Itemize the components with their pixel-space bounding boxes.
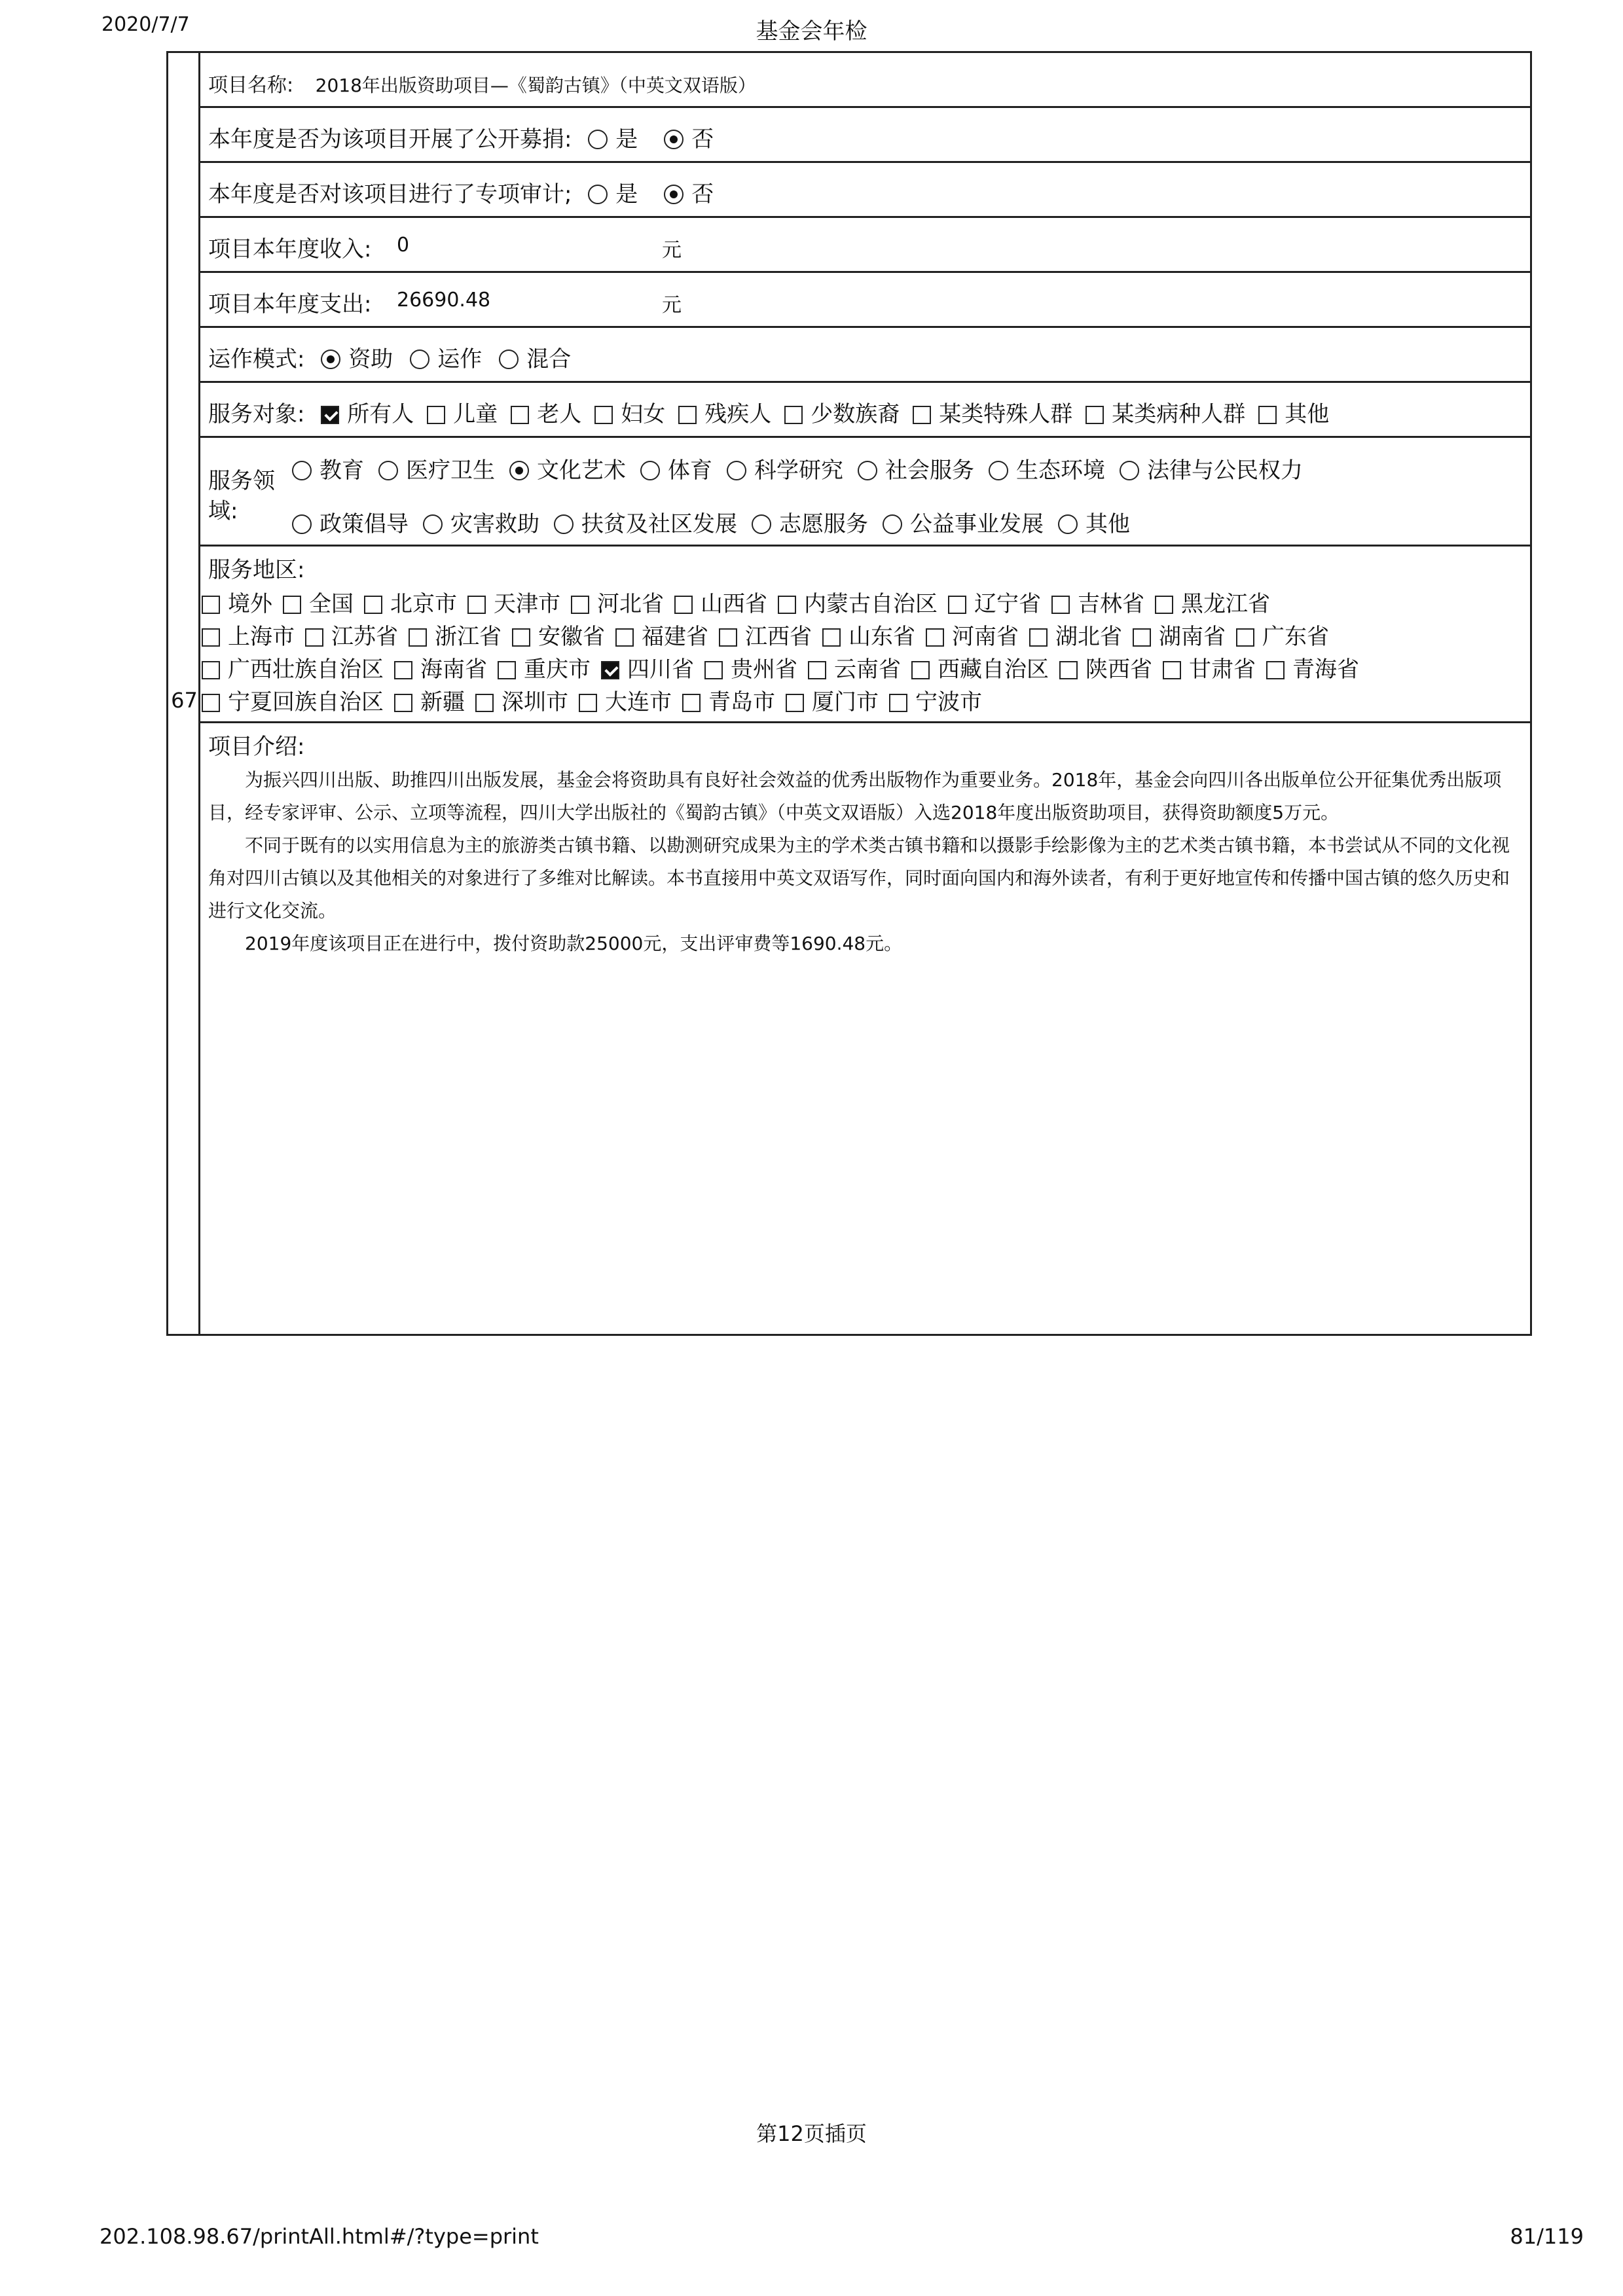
option-label: 黑龙江省 — [1181, 591, 1270, 617]
checkbox-option[interactable] — [778, 586, 938, 618]
option-label: 某类病种人群 — [1112, 401, 1246, 427]
service-regions-row — [200, 547, 1530, 723]
radio-selected-icon[interactable] — [321, 350, 340, 369]
option-label: 资助 — [348, 346, 393, 372]
option-label: 全国 — [309, 591, 354, 617]
checkbox-option[interactable] — [321, 396, 414, 428]
option-label: 浙江省 — [435, 624, 501, 650]
footer-page-number: 81/119 — [1510, 2224, 1584, 2249]
checkbox-option[interactable] — [511, 396, 581, 428]
checkbox-option[interactable] — [202, 651, 384, 683]
income-label: 项目本年度收入: — [208, 236, 372, 262]
checkbox-empty-icon[interactable] — [409, 628, 427, 647]
option-label: 陕西省 — [1085, 656, 1152, 683]
option-label: 法律与公民权力 — [1147, 457, 1303, 484]
checkbox-option[interactable] — [913, 396, 1072, 428]
checkbox-option[interactable] — [579, 684, 672, 716]
radio-empty-icon[interactable] — [752, 514, 771, 534]
page-label: 第12页插页 — [756, 2121, 867, 2146]
option-label: 社会服务 — [885, 457, 974, 484]
checkbox-option[interactable] — [948, 586, 1041, 618]
radio-option[interactable] — [989, 452, 1105, 484]
checkbox-empty-icon[interactable] — [1266, 661, 1285, 679]
radio-empty-icon[interactable] — [292, 461, 312, 480]
public-fundraising-question: 本年度是否为该项目开展了公开募捐: — [208, 126, 572, 152]
checkbox-option[interactable] — [784, 396, 900, 428]
radio-empty-icon[interactable] — [410, 350, 429, 369]
option-label: 灾害救助 — [450, 511, 539, 537]
checkbox-empty-icon[interactable] — [394, 694, 412, 712]
checkbox-option[interactable] — [594, 396, 665, 428]
checkbox-option[interactable] — [571, 586, 664, 618]
radio-empty-icon[interactable] — [640, 461, 660, 480]
checkbox-empty-icon[interactable] — [911, 661, 930, 679]
option-label: 吉林省 — [1078, 591, 1144, 617]
public-fundraising-options — [588, 126, 740, 152]
checkbox-option[interactable] — [678, 396, 771, 428]
option-label: 湖北省 — [1055, 624, 1122, 650]
checkbox-empty-icon[interactable] — [1258, 406, 1277, 424]
option-label: 河南省 — [952, 624, 1019, 650]
record-index: 67 — [171, 688, 198, 713]
option-label: 深圳市 — [501, 689, 568, 715]
header-date: 2020/7/7 — [101, 13, 190, 36]
checkbox-empty-icon[interactable] — [674, 596, 693, 614]
income-unit: 元 — [662, 239, 682, 262]
special-audit-row — [200, 163, 1530, 218]
checkbox-option[interactable] — [498, 651, 591, 683]
radio-option[interactable] — [423, 506, 539, 538]
checkbox-empty-icon[interactable] — [784, 406, 803, 424]
checkbox-option[interactable] — [1163, 651, 1256, 683]
radio-option[interactable] — [640, 452, 712, 484]
expense-row — [200, 273, 1530, 328]
option-label: 所有人 — [347, 401, 414, 427]
checkbox-empty-icon[interactable] — [1155, 596, 1173, 614]
option-label: 江苏省 — [331, 624, 398, 650]
option-label: 医疗卫生 — [406, 457, 495, 484]
checkbox-option[interactable] — [512, 619, 605, 651]
option-label: 老人 — [537, 401, 582, 427]
checkbox-empty-icon[interactable] — [202, 661, 220, 679]
radio-empty-icon[interactable] — [499, 350, 519, 369]
checkbox-option[interactable] — [1133, 619, 1226, 651]
checkbox-option[interactable] — [1029, 619, 1122, 651]
option-label: 文化艺术 — [537, 457, 626, 484]
option-label: 福建省 — [642, 624, 708, 650]
project-name-value: 2018年出版资助项目—《蜀韵古镇》（中英文双语版） — [315, 75, 756, 96]
checkbox-empty-icon[interactable] — [498, 661, 516, 679]
checkbox-empty-icon[interactable] — [948, 596, 966, 614]
checkbox-empty-icon[interactable] — [202, 596, 220, 614]
checkbox-empty-icon[interactable] — [719, 628, 737, 647]
checkbox-option[interactable] — [202, 684, 384, 716]
radio-empty-icon[interactable] — [554, 514, 574, 534]
checkbox-empty-icon[interactable] — [889, 694, 907, 712]
checkbox-option[interactable] — [1059, 651, 1152, 683]
radio-option[interactable] — [727, 452, 843, 484]
radio-empty-icon[interactable] — [1058, 514, 1078, 534]
checkbox-option[interactable] — [601, 651, 694, 683]
project-record-table — [166, 51, 1532, 1336]
radio-empty-icon[interactable] — [883, 514, 902, 534]
checkbox-option[interactable] — [926, 619, 1019, 651]
checkbox-option[interactable] — [674, 586, 767, 618]
checkbox-empty-icon[interactable] — [475, 694, 494, 712]
radio-empty-icon[interactable] — [423, 514, 443, 534]
radio-empty-icon[interactable] — [858, 461, 877, 480]
radio-empty-icon[interactable] — [1120, 461, 1139, 480]
option-label: 少数族裔 — [811, 401, 900, 427]
radio-option[interactable] — [292, 452, 364, 484]
checkbox-empty-icon[interactable] — [594, 406, 613, 424]
option-label: 是 — [615, 181, 638, 207]
income-value: 0 — [397, 234, 410, 257]
radio-option[interactable] — [858, 452, 974, 484]
option-label: 是 — [615, 126, 638, 152]
checkbox-option[interactable] — [1051, 586, 1144, 618]
checkbox-option[interactable] — [283, 586, 354, 618]
checkbox-option[interactable] — [615, 619, 708, 651]
checkbox-option[interactable] — [1236, 619, 1329, 651]
service-fields-label-line1: 服务领 — [208, 468, 275, 494]
expense-label: 项目本年度支出: — [208, 291, 372, 317]
service-fields-options-row2 — [292, 506, 1144, 538]
checkbox-option[interactable] — [364, 586, 457, 618]
service-regions-line — [202, 651, 1370, 683]
project-intro-row — [200, 723, 1530, 1334]
checkbox-option[interactable] — [911, 651, 1049, 683]
checkbox-option[interactable] — [427, 396, 498, 428]
radio-empty-icon[interactable] — [292, 514, 312, 534]
checkbox-empty-icon[interactable] — [305, 628, 323, 647]
radio-option[interactable] — [509, 452, 626, 484]
checkbox-empty-icon[interactable] — [511, 406, 529, 424]
checkbox-empty-icon[interactable] — [1029, 628, 1048, 647]
checkbox-empty-icon[interactable] — [427, 406, 445, 424]
option-label: 某类特殊人群 — [939, 401, 1073, 427]
checkbox-empty-icon[interactable] — [202, 628, 220, 647]
option-label: 否 — [691, 181, 714, 207]
checkbox-option[interactable] — [1085, 396, 1245, 428]
checkbox-empty-icon[interactable] — [1059, 661, 1078, 679]
project-intro-text — [208, 764, 1514, 960]
service-regions-label: 服务地区: — [208, 557, 305, 583]
expense-value: 26690.48 — [397, 289, 491, 312]
checkbox-empty-icon[interactable] — [1163, 661, 1181, 679]
option-label: 混合 — [526, 346, 572, 372]
option-label: 其他 — [1085, 511, 1130, 537]
checkbox-option[interactable] — [467, 586, 560, 618]
option-label: 志愿服务 — [779, 511, 868, 537]
option-label: 妇女 — [621, 401, 666, 427]
radio-selected-icon[interactable] — [509, 461, 529, 480]
option-label: 山西省 — [701, 591, 767, 617]
radio-empty-icon[interactable] — [378, 461, 398, 480]
checkbox-option[interactable] — [409, 619, 501, 651]
checkbox-empty-icon[interactable] — [1051, 596, 1070, 614]
checkbox-empty-icon[interactable] — [571, 596, 589, 614]
checkbox-empty-icon[interactable] — [822, 628, 841, 647]
option-label: 运作 — [437, 346, 483, 372]
option-label: 扶贫及社区发展 — [581, 511, 737, 537]
checkbox-empty-icon[interactable] — [467, 596, 486, 614]
checkbox-option[interactable] — [305, 619, 398, 651]
option-label: 公益事业发展 — [910, 511, 1044, 537]
option-label: 江西省 — [745, 624, 812, 650]
option-label: 云南省 — [834, 656, 901, 683]
income-row — [200, 218, 1530, 273]
radio-selected-icon[interactable] — [664, 185, 684, 204]
header-title: 基金会年检 — [756, 18, 867, 45]
checkbox-empty-icon[interactable] — [682, 694, 701, 712]
radio-option[interactable] — [499, 341, 571, 373]
project-intro-label: 项目介绍: — [208, 734, 305, 760]
option-label: 海南省 — [420, 656, 487, 683]
record-index-column — [168, 53, 200, 1334]
checkbox-option[interactable] — [786, 684, 879, 716]
checkbox-option[interactable] — [682, 684, 775, 716]
radio-option[interactable] — [292, 506, 409, 538]
checkbox-option[interactable] — [1155, 586, 1270, 618]
checkbox-empty-icon[interactable] — [1133, 628, 1151, 647]
checkbox-option[interactable] — [719, 619, 812, 651]
option-label: 山东省 — [848, 624, 915, 650]
service-fields-options-row1 — [292, 452, 1317, 484]
option-label: 教育 — [319, 457, 364, 484]
option-label: 宁波市 — [915, 689, 982, 715]
checkbox-option[interactable] — [808, 651, 901, 683]
intro-paragraph: 不同于既有的以实用信息为主的旅游类古镇书籍、以勘测研究成果为主的学术类古镇书籍和以摄影手绘影像为主的艺术类古镇书籍，本书尝试从不同的文化视角对四川古镇以及其他相关的对象进行了多维对比解读。本书直接用中英文双语写作，同时面向国内和海外读者，有利于更好地宣传和传播中国古镇的悠久历史和进行文化交流。 — [208, 834, 1510, 922]
radio-option[interactable] — [554, 506, 737, 538]
checkbox-empty-icon[interactable] — [786, 694, 804, 712]
service-targets-options — [321, 401, 1342, 427]
option-label: 广西壮族自治区 — [228, 656, 384, 683]
option-label: 青海省 — [1292, 656, 1359, 683]
option-label: 上海市 — [228, 624, 295, 650]
radio-option[interactable] — [378, 452, 495, 484]
checkbox-option[interactable] — [394, 651, 487, 683]
checkbox-option[interactable] — [202, 619, 295, 651]
option-label: 广东省 — [1262, 624, 1329, 650]
checkbox-empty-icon[interactable] — [926, 628, 944, 647]
checkbox-empty-icon[interactable] — [579, 694, 597, 712]
checkbox-empty-icon[interactable] — [394, 661, 412, 679]
radio-option[interactable] — [664, 121, 714, 153]
option-label: 辽宁省 — [974, 591, 1041, 617]
service-fields-row — [200, 438, 1530, 547]
footer-url: 202.108.98.67/printAll.html#/?type=print — [100, 2224, 539, 2249]
checkbox-option[interactable] — [202, 586, 272, 618]
option-label: 儿童 — [453, 401, 498, 427]
radio-option[interactable] — [410, 341, 482, 373]
option-label: 北京市 — [390, 591, 457, 617]
special-audit-options — [588, 181, 740, 207]
option-label: 政策倡导 — [319, 511, 409, 537]
service-fields-label-line2: 域: — [208, 498, 238, 524]
operation-mode-options — [321, 346, 588, 372]
radio-empty-icon[interactable] — [727, 461, 746, 480]
option-label: 内蒙古自治区 — [804, 591, 938, 617]
option-label: 新疆 — [420, 689, 465, 715]
option-label: 生态环境 — [1016, 457, 1105, 484]
checkbox-empty-icon[interactable] — [704, 661, 723, 679]
radio-option[interactable] — [1120, 452, 1303, 484]
checkbox-option[interactable] — [1266, 651, 1359, 683]
checkbox-empty-icon[interactable] — [283, 596, 301, 614]
radio-option[interactable] — [588, 121, 638, 153]
checkbox-option[interactable] — [704, 651, 797, 683]
option-label: 湖南省 — [1159, 624, 1226, 650]
option-label: 西藏自治区 — [938, 656, 1049, 683]
project-name-label: 项目名称: — [208, 74, 294, 97]
checkbox-option[interactable] — [1258, 396, 1329, 428]
service-regions-line — [202, 619, 1340, 651]
service-targets-label: 服务对象: — [208, 401, 305, 427]
radio-option[interactable] — [664, 176, 714, 208]
expense-unit: 元 — [662, 294, 682, 317]
option-label: 体育 — [668, 457, 712, 484]
option-label: 四川省 — [627, 656, 694, 683]
option-label: 厦门市 — [812, 689, 879, 715]
option-label: 其他 — [1285, 401, 1330, 427]
service-regions-line — [202, 586, 1281, 618]
radio-option[interactable] — [883, 506, 1044, 538]
checkbox-empty-icon[interactable] — [1236, 628, 1254, 647]
option-label: 甘肃省 — [1189, 656, 1256, 683]
radio-option[interactable] — [752, 506, 868, 538]
checkbox-empty-icon[interactable] — [1085, 406, 1104, 424]
checkbox-checked-icon[interactable] — [601, 661, 619, 679]
radio-empty-icon[interactable] — [588, 185, 608, 204]
checkbox-checked-icon[interactable] — [321, 406, 339, 424]
option-label: 重庆市 — [524, 656, 591, 683]
radio-empty-icon[interactable] — [989, 461, 1008, 480]
option-label: 河北省 — [597, 591, 664, 617]
radio-option[interactable] — [1058, 506, 1130, 538]
option-label: 科学研究 — [754, 457, 843, 484]
checkbox-option[interactable] — [889, 684, 982, 716]
checkbox-empty-icon[interactable] — [202, 694, 220, 712]
checkbox-empty-icon[interactable] — [512, 628, 530, 647]
checkbox-empty-icon[interactable] — [913, 406, 931, 424]
intro-paragraph: 2019年度该项目正在进行中，拨付资助款25000元，支出评审费等1690.48元。 — [245, 933, 903, 954]
option-label: 残疾人 — [704, 401, 772, 427]
option-label: 安徽省 — [538, 624, 605, 650]
checkbox-empty-icon[interactable] — [615, 628, 634, 647]
operation-mode-label: 运作模式: — [208, 346, 305, 372]
project-name-row — [200, 53, 1530, 108]
operation-mode-row — [200, 328, 1530, 383]
intro-paragraph: 为振兴四川出版、助推四川出版发展，基金会将资助具有良好社会效益的优秀出版物作为重要业务。2018年，基金会向四川各出版单位公开征集优秀出版项目，经专家评审、公示、立项等流程，四川大学出版社的《蜀韵古镇》（中英文双语版）入选2018年度出版资助项目，获得资助额度5万元。 — [208, 769, 1502, 823]
radio-empty-icon[interactable] — [588, 130, 608, 149]
checkbox-empty-icon[interactable] — [678, 406, 697, 424]
option-label: 宁夏回族自治区 — [228, 689, 384, 715]
checkbox-empty-icon[interactable] — [808, 661, 826, 679]
checkbox-option[interactable] — [475, 684, 568, 716]
service-targets-row — [200, 383, 1530, 438]
option-label: 天津市 — [494, 591, 560, 617]
option-label: 大连市 — [605, 689, 672, 715]
checkbox-option[interactable] — [394, 684, 465, 716]
service-regions-line — [202, 684, 993, 716]
checkbox-empty-icon[interactable] — [364, 596, 382, 614]
option-label: 贵州省 — [731, 656, 797, 683]
option-label: 否 — [691, 126, 714, 152]
option-label: 境外 — [228, 591, 272, 617]
checkbox-option[interactable] — [822, 619, 915, 651]
option-label: 青岛市 — [708, 689, 775, 715]
public-fundraising-row — [200, 108, 1530, 163]
radio-option[interactable] — [588, 176, 638, 208]
special-audit-question: 本年度是否对该项目进行了专项审计; — [208, 181, 572, 207]
radio-selected-icon[interactable] — [664, 130, 684, 149]
radio-option[interactable] — [321, 341, 393, 373]
checkbox-empty-icon[interactable] — [778, 596, 796, 614]
